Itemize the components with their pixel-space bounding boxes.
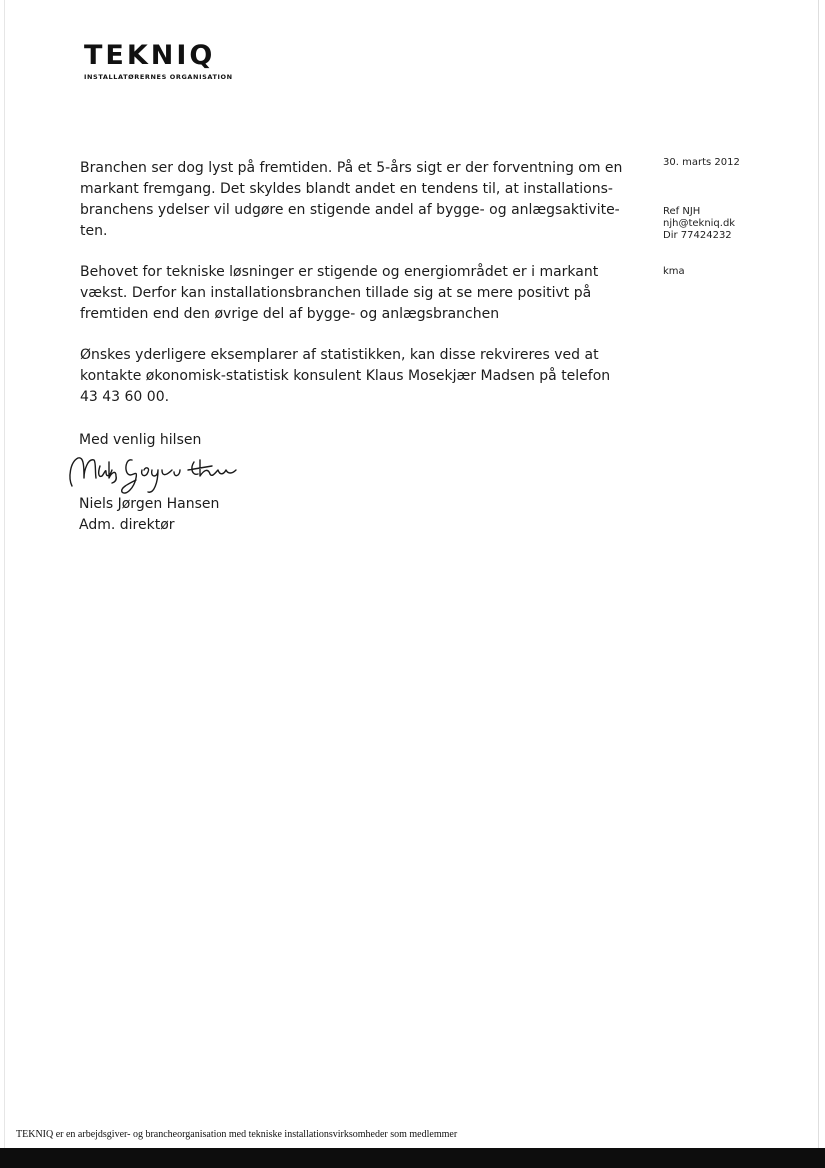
text-line: markant fremgang. Det skyldes blandt andet en tendens til, at installations- [80,181,613,197]
direct-phone: Dir 77424232 [663,230,732,241]
footer-text: TEKNIQ er en arbejdsgiver- og brancheorganisation med tekniske installationsvirksomheder som medlemmer [16,1129,458,1140]
logo-subtitle: INSTALLATØRERNES ORGANISATION [84,73,233,81]
letter-date: 30. marts 2012 [663,157,740,168]
letter-body [80,158,640,428]
closing-greeting: Med venlig hilsen [79,432,202,448]
tekniq-logo [84,42,254,81]
scan-edge-right [818,0,819,1168]
text-line: 43 43 60 00. [80,389,170,405]
text-line: ten. [80,223,108,239]
logo-wordmark: TEKNIQ [84,40,216,71]
paragraph-contact [80,345,640,408]
text-line: Branchen ser dog lyst på fremtiden. På et 5-års sigt er der forventning om en [80,160,623,176]
letter-sidebar [663,157,783,278]
reference: Ref NJH [663,206,701,217]
text-line: vækst. Derfor kan installationsbranchen tillade sig at se mere positivt på [80,285,592,301]
text-line: Ønskes yderligere eksemplarer af statistikken, kan disse rekvireres ved at [80,347,599,363]
paragraph-outlook [80,158,640,242]
handwritten-signature [62,448,242,500]
scan-edge-left [4,0,5,1168]
signer-title: Adm. direktør [79,517,175,533]
text-line: branchens ydelser vil udgøre en stigende andel af bygge- og anlægsaktivite- [80,202,620,218]
text-line: fremtiden end den øvrige del af bygge- og anlægsbranchen [80,306,500,322]
text-line: Behovet for tekniske løsninger er stigende og energiområdet er i markant [80,264,599,280]
initials: kma [663,266,685,277]
text-line: kontakte økonomisk-statistisk konsulent Klaus Mosekjær Madsen på telefon [80,368,611,384]
signer-block [79,494,219,536]
paragraph-growth [80,262,640,325]
signer-name: Niels Jørgen Hansen [79,496,220,512]
email: njh@tekniq.dk [663,218,736,229]
scan-bottom-band [0,1148,825,1168]
